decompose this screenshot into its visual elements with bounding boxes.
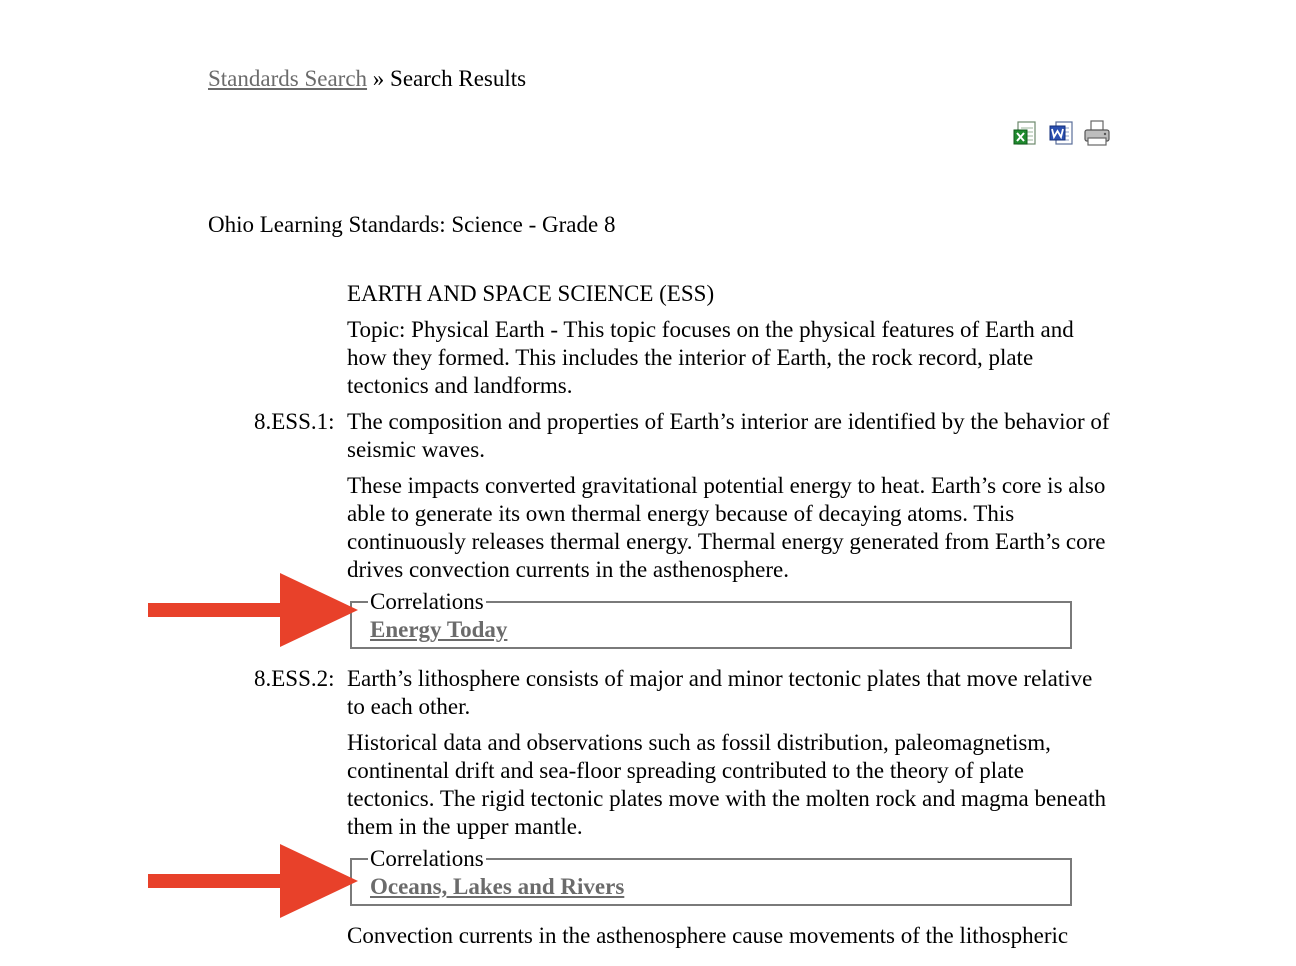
annotation-arrow-icon bbox=[148, 844, 358, 918]
standard-detail: These impacts converted gravitational potential energy to heat. Earth’s core is also able to generate its own thermal energy because of decaying atoms. This continuously releases thermal energy. Thermal energy generated from Earth’s core drives convection currents in the asthenosphere. bbox=[347, 473, 1106, 582]
standard-item bbox=[254, 665, 1111, 841]
word-export-icon[interactable] bbox=[1048, 120, 1074, 148]
breadcrumb-separator: » bbox=[367, 66, 391, 91]
breadcrumb-link-standards-search[interactable]: Standards Search bbox=[208, 66, 368, 91]
correlations-box bbox=[350, 589, 1072, 649]
correlations-legend: Correlations bbox=[370, 846, 484, 871]
trailing-text: Convection currents in the asthenosphere cause movements of the lithospheric bbox=[347, 923, 1069, 948]
print-icon[interactable] bbox=[1084, 120, 1110, 148]
standard-detail: Historical data and observations such as fossil distribution, paleomagnetism, continental drift and sea-floor spreading contributed to the theory of plate tectonics. The rigid tectonic plates move with the molten rock and magma beneath them in the upper mantle. bbox=[347, 730, 1106, 839]
excel-export-icon[interactable] bbox=[1012, 120, 1038, 148]
standard-text: Earth’s lithosphere consists of major and minor tectonic plates that move relative to each other. bbox=[347, 666, 1093, 719]
document-title: Ohio Learning Standards: Science - Grade 8 bbox=[208, 212, 616, 237]
breadcrumb-current: Search Results bbox=[390, 66, 527, 91]
breadcrumb bbox=[208, 64, 526, 94]
strand-heading: EARTH AND SPACE SCIENCE (ESS) bbox=[347, 281, 715, 306]
standard-code: 8.ESS.2: bbox=[254, 666, 335, 691]
correlations-box bbox=[350, 846, 1072, 906]
export-toolbar bbox=[1012, 120, 1110, 148]
standards-content bbox=[254, 280, 1111, 950]
correlation-link-energy-today[interactable]: Energy Today bbox=[370, 617, 508, 642]
correlations-legend: Correlations bbox=[370, 589, 484, 614]
standard-text: The composition and properties of Earth’s interior are identified by the behavior of seismic waves. bbox=[347, 409, 1110, 462]
standard-code: 8.ESS.1: bbox=[254, 409, 335, 434]
topic-description: Topic: Physical Earth - This topic focuses on the physical features of Earth and how they formed. This includes the interior of Earth, the rock record, plate tectonics and landforms. bbox=[347, 317, 1074, 398]
annotation-arrow-icon bbox=[148, 573, 358, 647]
standard-item bbox=[254, 408, 1111, 584]
correlation-link-oceans-lakes-rivers[interactable]: Oceans, Lakes and Rivers bbox=[370, 874, 625, 899]
